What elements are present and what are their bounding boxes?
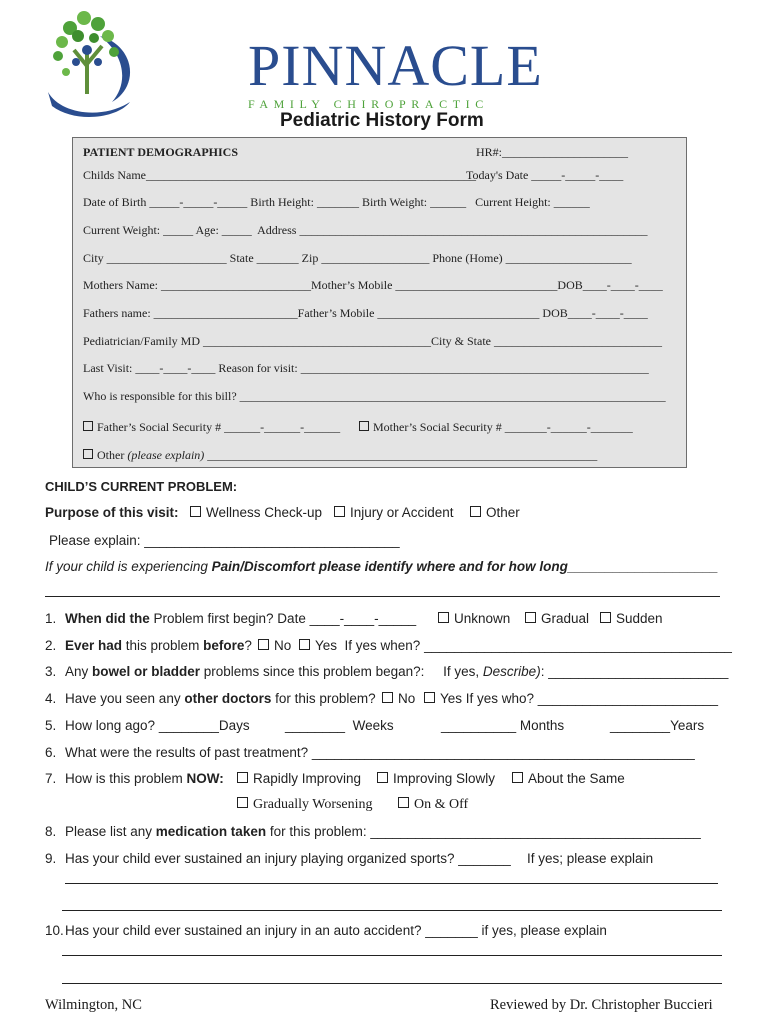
q7-slow-option[interactable]: Improving Slowly xyxy=(377,771,495,786)
last-visit-line[interactable]: Last Visit: ____-____-____ Reason for visit: __________________________________________________________ xyxy=(83,361,649,375)
q1-number: 1. xyxy=(45,611,57,626)
q8-number: 8. xyxy=(45,824,57,839)
q7-worse-checkbox[interactable] xyxy=(237,797,248,808)
q7-text: How is this problem NOW: xyxy=(65,771,224,786)
wellness-checkbox[interactable] xyxy=(190,506,201,517)
q2-number: 2. xyxy=(45,638,57,653)
q7-rapid-option[interactable]: Rapidly Improving xyxy=(237,771,361,786)
q7-onoff-option[interactable]: On & Off xyxy=(398,797,468,813)
page-title: Pediatric History Form xyxy=(280,110,484,131)
q2-yes-option[interactable]: Yes If yes when? _________________________________________ xyxy=(299,638,732,653)
q4-no-option[interactable]: No xyxy=(382,691,415,706)
other-visit-checkbox[interactable] xyxy=(470,506,481,517)
q1-unknown-option[interactable]: Unknown xyxy=(438,611,510,626)
q5-days-field[interactable]: How long ago? ________Days xyxy=(65,718,250,733)
q9-text[interactable]: Has your child ever sustained an injury playing organized sports? _______ xyxy=(65,851,511,866)
other-option[interactable]: Other xyxy=(470,505,520,520)
child-name-field[interactable]: Childs Name_______________________________________________________ xyxy=(83,168,476,182)
q9-number: 9. xyxy=(45,851,57,866)
other-checkbox[interactable] xyxy=(83,449,93,459)
weight-age-address-line[interactable]: Current Weight: _____ Age: _____ Address __________________________________________________________ xyxy=(83,223,648,237)
mother-ssn-field[interactable]: Mother’s Social Security # _______-______-_______ xyxy=(359,420,633,435)
q1-text[interactable]: When did the Problem first begin? Date ____-____-_____ xyxy=(65,611,417,626)
father-ssn-checkbox[interactable] xyxy=(83,421,93,431)
injury-checkbox[interactable] xyxy=(334,506,345,517)
q7-same-checkbox[interactable] xyxy=(512,772,523,783)
q3-text[interactable]: Any bowel or bladder problems since this problem began?: If yes, Describe): ________________________ xyxy=(65,664,729,679)
current-problem-heading: CHILD’S CURRENT PROBLEM: xyxy=(45,479,238,494)
tree-family-logo-icon xyxy=(40,6,140,124)
q1-sudden-option[interactable]: Sudden xyxy=(600,611,663,626)
q2-yes-checkbox[interactable] xyxy=(299,639,310,650)
q10-answer-line-2[interactable] xyxy=(62,983,722,984)
q7-same-option[interactable]: About the Same xyxy=(512,771,625,786)
q7-rapid-checkbox[interactable] xyxy=(237,772,248,783)
q10-answer-line-1[interactable] xyxy=(62,955,722,956)
footer-reviewer: Reviewed by Dr. Christopher Buccieri xyxy=(490,997,713,1013)
wellness-option[interactable]: Wellness Check-up xyxy=(190,505,322,520)
todays-date-field[interactable]: Today's Date _____-_____-____ xyxy=(466,168,624,182)
q9-answer-line-1[interactable] xyxy=(65,883,718,884)
q6-number: 6. xyxy=(45,745,57,760)
mother-ssn-checkbox[interactable] xyxy=(359,421,369,431)
injury-option[interactable]: Injury or Accident xyxy=(334,505,454,520)
father-ssn-field[interactable]: Father’s Social Security # ______-______-______ xyxy=(83,420,340,435)
other-explain-field[interactable]: Other (please explain) _________________________________________________________________ xyxy=(83,448,597,463)
q7-number: 7. xyxy=(45,771,57,786)
please-explain-field[interactable]: Please explain: __________________________________ xyxy=(49,533,400,548)
q1-gradual-option[interactable]: Gradual xyxy=(525,611,589,626)
q7-slow-checkbox[interactable] xyxy=(377,772,388,783)
q5-weeks-field[interactable]: ________ Weeks xyxy=(285,718,394,733)
brand-name: PINNACLE xyxy=(248,33,543,98)
pain-answer-line[interactable] xyxy=(45,596,720,597)
q3-number: 3. xyxy=(45,664,57,679)
q5-years-field[interactable]: ________Years xyxy=(610,718,705,733)
q2-text: Ever had this problem before? xyxy=(65,638,252,653)
q1-sudden-checkbox[interactable] xyxy=(600,612,611,623)
q2-no-checkbox[interactable] xyxy=(258,639,269,650)
purpose-label: Purpose of this visit: xyxy=(45,505,179,520)
city-state-zip-phone-line[interactable]: City ____________________ State _______ Zip __________________ Phone (Home) _____________________ xyxy=(83,251,632,265)
mother-info-line[interactable]: Mothers Name: _________________________Mother’s Mobile ___________________________DOB____-____-____ xyxy=(83,278,663,292)
q4-no-checkbox[interactable] xyxy=(382,692,393,703)
pain-question[interactable]: If your child is experiencing Pain/Discomfort please identify where and for how long____________________ xyxy=(45,559,719,574)
q1-unknown-checkbox[interactable] xyxy=(438,612,449,623)
q8-text[interactable]: Please list any medication taken for this problem: ____________________________________________ xyxy=(65,824,701,839)
pediatrician-line[interactable]: Pediatrician/Family MD ______________________________________City & State ____________________________ xyxy=(83,334,662,348)
q5-number: 5. xyxy=(45,718,57,733)
responsible-party-line[interactable]: Who is responsible for this bill? _______________________________________________________________________ xyxy=(83,389,666,403)
father-info-line[interactable]: Fathers name: ________________________Father’s Mobile ___________________________ DOB____-____-____ xyxy=(83,306,648,320)
q4-number: 4. xyxy=(45,691,57,706)
q1-gradual-checkbox[interactable] xyxy=(525,612,536,623)
q2-no-option[interactable]: No xyxy=(258,638,291,653)
hr-number-field[interactable]: HR#:_____________________ xyxy=(476,145,629,159)
demographics-heading: PATIENT DEMOGRAPHICS xyxy=(83,145,239,159)
brand-subtitle: FAMILY CHIROPRACTIC xyxy=(248,97,489,111)
q7-worse-option[interactable]: Gradually Worsening xyxy=(237,797,373,813)
q10-number: 10. xyxy=(45,923,64,938)
q10-text[interactable]: Has your child ever sustained an injury in an auto accident? _______ if yes, please explain xyxy=(65,923,607,938)
q7-onoff-checkbox[interactable] xyxy=(398,797,409,808)
q5-months-field[interactable]: __________ Months xyxy=(441,718,565,733)
q4-yes-checkbox[interactable] xyxy=(424,692,435,703)
patient-demographics-box xyxy=(72,137,687,468)
birth-info-line[interactable]: Date of Birth _____-_____-_____ Birth Height: _______ Birth Weight: ______ Current Height: ______ xyxy=(83,195,590,209)
q4-text: Have you seen any other doctors for this problem? xyxy=(65,691,376,706)
q9-answer-line-2[interactable] xyxy=(62,910,722,911)
q4-yes-option[interactable]: Yes If yes who? ________________________ xyxy=(424,691,718,706)
q6-text[interactable]: What were the results of past treatment? ___________________________________________________ xyxy=(65,745,695,760)
q9-explain-label: If yes; please explain xyxy=(527,851,654,866)
footer-location: Wilmington, NC xyxy=(45,997,142,1013)
